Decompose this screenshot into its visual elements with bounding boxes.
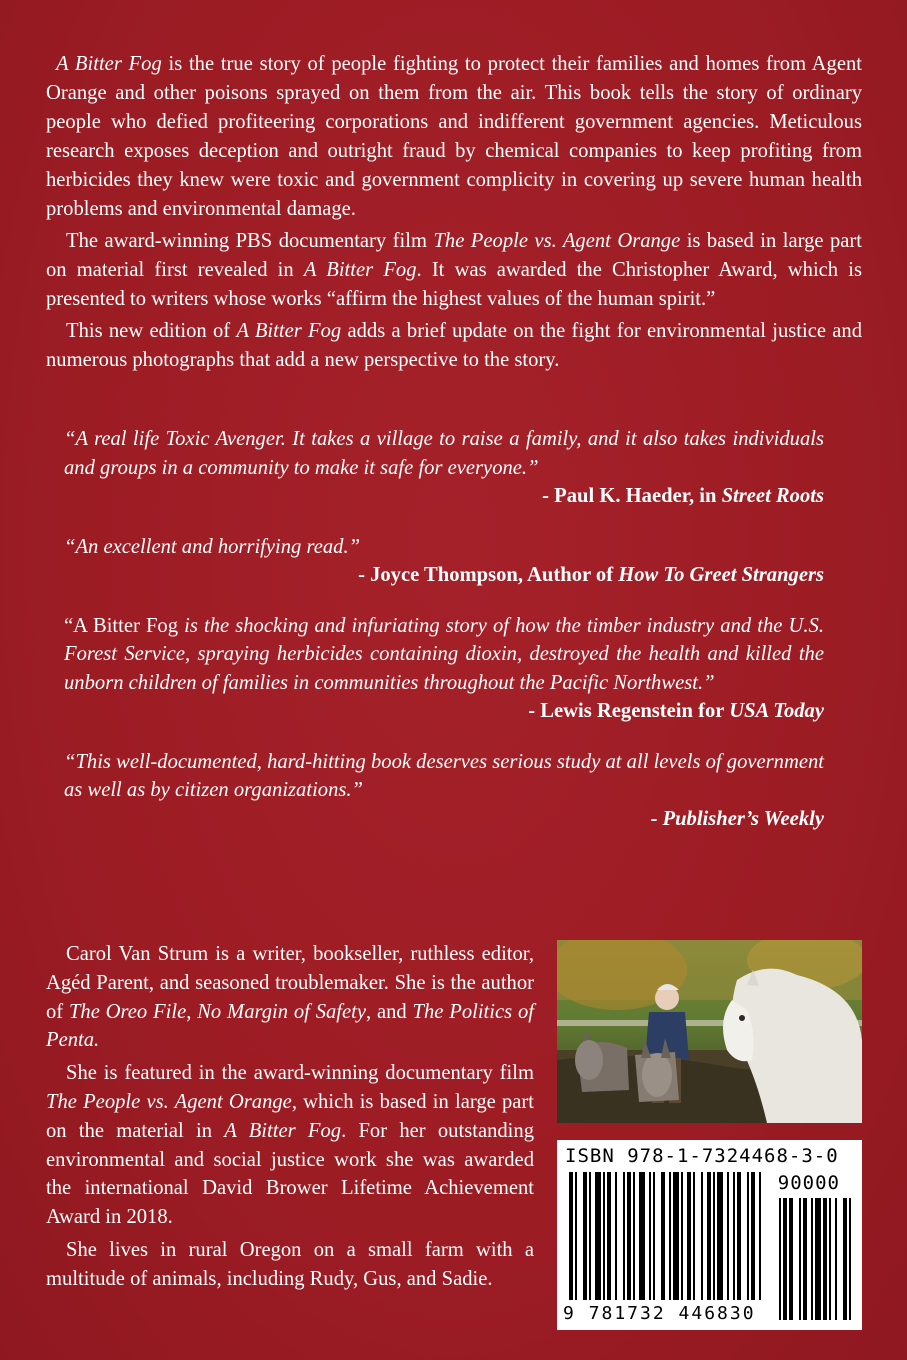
barcode-bar xyxy=(589,1172,591,1300)
barcode-bar xyxy=(583,1172,587,1300)
addon-bar xyxy=(799,1198,801,1320)
barcode-bar xyxy=(615,1172,617,1300)
barcode-bar xyxy=(569,1172,573,1300)
author-with-animals-image xyxy=(557,940,862,1123)
barcode-bar xyxy=(717,1172,723,1300)
bio-paragraph-3: She lives in rural Oregon on a small farm with a multitude of animals, including Rudy, Gus, and Sadie. xyxy=(46,1238,534,1290)
barcode-bar xyxy=(595,1172,601,1300)
barcode-bar xyxy=(575,1172,577,1300)
quote-text: “This well-documented, hard-hitting book deserves serious study at all levels of government as well as by citizen organizations.” xyxy=(64,750,824,801)
barcode-bar xyxy=(627,1172,631,1300)
review-quote xyxy=(64,612,824,726)
addon-bar xyxy=(811,1198,813,1320)
addon-bar xyxy=(829,1198,831,1320)
author-photo xyxy=(557,940,862,1123)
quote-text: “A real life Toxic Avenger. It takes a village to raise a family, and it also takes individuals and groups in a community to make it safe for everyone.” xyxy=(64,428,824,479)
addon-bars xyxy=(779,1198,851,1320)
barcode-bar xyxy=(661,1172,665,1300)
barcode-bar xyxy=(713,1172,715,1300)
quote-attribution: - Paul K. Haeder, in Street Roots xyxy=(542,485,824,507)
isbn-barcode xyxy=(557,1140,862,1330)
barcode-bar xyxy=(649,1172,651,1300)
barcode-bar xyxy=(681,1172,683,1300)
review-quote xyxy=(64,425,824,511)
quote-attribution: - Publisher’s Weekly xyxy=(650,807,824,830)
barcode-bar xyxy=(733,1172,735,1300)
addon-bar xyxy=(843,1198,847,1320)
isbn-label: ISBN 978-1-7324468-3-0 xyxy=(565,1145,839,1167)
book-description xyxy=(46,50,862,378)
barcode-bar xyxy=(653,1172,655,1300)
addon-bar xyxy=(823,1198,827,1320)
addon-bar xyxy=(779,1198,781,1320)
barcode-bar xyxy=(701,1172,703,1300)
author-bio xyxy=(46,940,534,1298)
barcode-bar xyxy=(747,1172,749,1300)
addon-bar xyxy=(835,1198,837,1320)
addon-bar xyxy=(815,1198,821,1320)
description-paragraph-3: This new edition of A Bitter Fog adds a brief update on the fight for environmental justice and numerous photographs that add a new perspective to the story. xyxy=(46,320,863,371)
barcode-bar xyxy=(603,1172,605,1300)
ean13-bars xyxy=(569,1172,761,1300)
barcode-bar xyxy=(607,1172,611,1300)
barcode-bar xyxy=(633,1172,635,1300)
barcode-bar xyxy=(669,1172,671,1300)
barcode-bar xyxy=(751,1172,755,1300)
description-paragraph-2: The award-winning PBS documentary film The People vs. Agent Orange is based in large part on material first revealed in A Bitter Fog. It was awarded the Christopher Award, which is presented to writers whose works “affirm the highest values of the human spirit.” xyxy=(46,230,863,310)
barcode-bar xyxy=(707,1172,711,1300)
quote-text: “An excellent and horrifying read.” xyxy=(64,535,361,558)
barcode-bar xyxy=(759,1172,761,1300)
barcode-bar xyxy=(639,1172,645,1300)
barcode-bar xyxy=(687,1172,691,1300)
barcode-bar xyxy=(673,1172,679,1300)
review-quote xyxy=(64,748,824,834)
addon-bar xyxy=(849,1198,851,1320)
barcode-bar xyxy=(623,1172,625,1300)
bio-paragraph-2: She is featured in the award-winning documentary film The People vs. Agent Orange, which is based in large part on the material in A Bitter Fog. For her outstanding environmental and social justice work she was awarded the international David Brower Lifetime Achievement Award in 2018. xyxy=(46,1062,535,1229)
barcode-bars xyxy=(557,1140,862,1330)
description-paragraph-1: A Bitter Fog is the true story of people fighting to protect their families and homes from Agent Orange and other poisons sprayed on them from the air. This book tells the story of ordinary people who defied profiteering corporations and indifferent government agencies. Meticulous research exposes deception and outright fraud by chemical companies to keep profiting from herbicides they knew were toxic and government complicity in covering up severe human health problems and environmental damage. xyxy=(46,53,863,220)
addon-bar xyxy=(789,1198,793,1320)
barcode-bar xyxy=(727,1172,729,1300)
barcode-bar xyxy=(737,1172,741,1300)
addon-bar xyxy=(783,1198,787,1320)
bio-paragraph-1: Carol Van Strum is a writer, bookseller, ruthless editor, Agéd Parent, and seasoned troublemaker. She is the author of The Oreo File, No Margin of Safety, and The Politics of Penta. xyxy=(46,943,534,1052)
barcode-bar xyxy=(693,1172,695,1300)
addon-bar xyxy=(803,1198,807,1320)
quote-attribution: - Lewis Regenstein for USA Today xyxy=(528,700,824,722)
review-quote xyxy=(64,533,824,590)
review-quotes xyxy=(64,425,824,855)
quote-text: “A Bitter Fog is the shocking and infuriating story of how the timber industry and the U.S. Forest Service, spraying herbicides containing dioxin, destroyed the health and killed the unborn children of families in communities throughout the Pacific Northwest.” xyxy=(64,614,825,694)
isbn-digits: 9 781732 446830 xyxy=(563,1303,756,1324)
price-code: 90000 xyxy=(777,1172,840,1194)
quote-attribution: - Joyce Thompson, Author of How To Greet Strangers xyxy=(358,564,824,586)
